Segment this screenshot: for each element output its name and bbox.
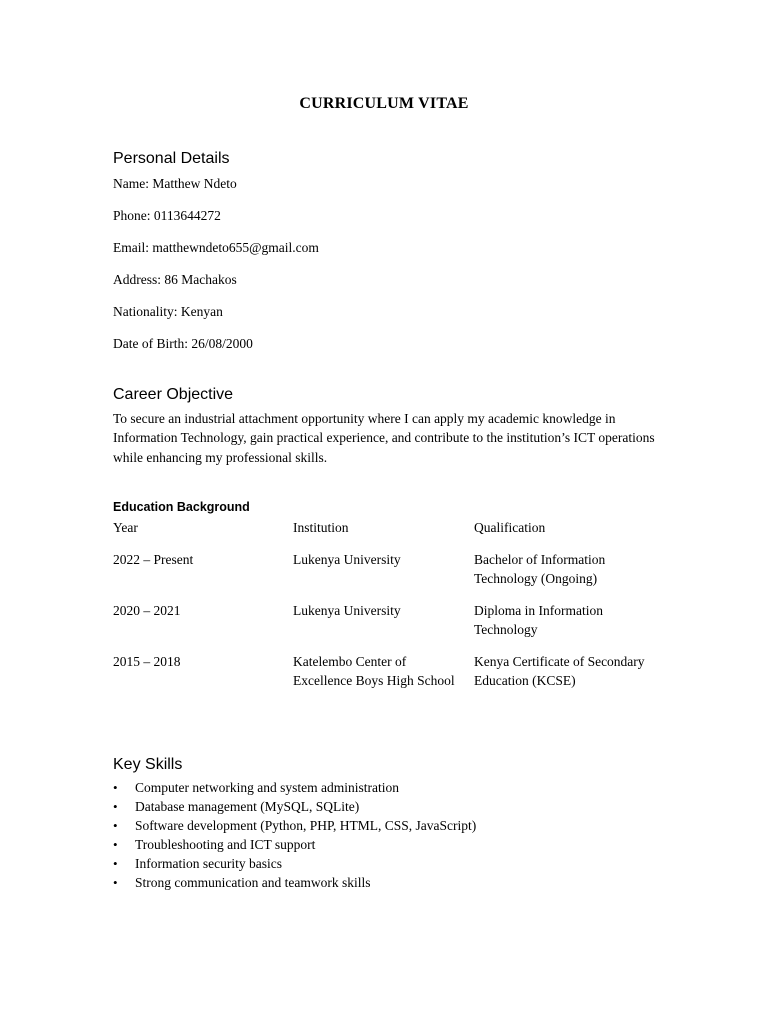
phone-line: Phone: 0113644272 [113, 208, 221, 223]
bullet-icon: • [113, 837, 118, 852]
document-title: CURRICULUM VITAE [299, 95, 469, 112]
key-skills-list [113, 778, 476, 892]
skill-item [113, 816, 476, 835]
address-line: Address: 86 Machakos [113, 272, 237, 287]
education-row-3-institution: Katelembo Center of Excellence Boys High School [293, 654, 455, 689]
bullet-icon: • [113, 875, 118, 890]
education-row-2-year: 2020 – 2021 [113, 603, 181, 618]
education-column-header-year: Year [113, 520, 138, 535]
nationality-line: Nationality: Kenyan [113, 304, 223, 319]
skill-item [113, 873, 476, 892]
education-row-3-year: 2015 – 2018 [113, 654, 181, 669]
bullet-icon: • [113, 780, 118, 795]
skill-text: Software development (Python, PHP, HTML, CSS, JavaScript) [135, 818, 477, 833]
education-column-header-institution: Institution [293, 520, 349, 535]
bullet-icon: • [113, 856, 118, 871]
education-row-1-qualification: Bachelor of Information Technology (Ongoing) [474, 552, 606, 587]
skill-item [113, 835, 476, 854]
bullet-icon: • [113, 818, 118, 833]
education-heading: Education Background [113, 500, 250, 514]
skill-item [113, 797, 476, 816]
email-line: Email: matthewndeto655@gmail.com [113, 240, 319, 255]
skill-item [113, 854, 476, 873]
education-row-3-qualification: Kenya Certificate of Secondary Education (KCSE) [474, 654, 645, 689]
skill-text: Troubleshooting and ICT support [135, 837, 316, 852]
career-objective-heading: Career Objective [113, 386, 234, 403]
key-skills-heading: Key Skills [113, 756, 183, 773]
education-row-2-institution: Lukenya University [293, 603, 401, 618]
education-row-1-institution: Lukenya University [293, 552, 401, 567]
skill-text: Database management (MySQL, SQLite) [135, 799, 360, 814]
personal-details-heading: Personal Details [113, 150, 230, 167]
education-row-1-year: 2022 – Present [113, 552, 194, 567]
skill-text: Strong communication and teamwork skills [135, 875, 371, 890]
name-line: Name: Matthew Ndeto [113, 176, 237, 191]
bullet-icon: • [113, 799, 118, 814]
skill-item [113, 778, 476, 797]
education-column-header-qualification: Qualification [474, 520, 546, 535]
skill-text: Computer networking and system administration [135, 780, 399, 795]
career-objective-text: To secure an industrial attachment opportunity where I can apply my academic knowledge in Information Technology, gain practical experience, and contribute to the institution’s ICT operations while enhancing my professional skills. [113, 411, 655, 465]
dob-line: Date of Birth: 26/08/2000 [113, 336, 253, 351]
skill-text: Information security basics [135, 856, 282, 871]
education-row-2-qualification: Diploma in Information Technology [474, 603, 603, 638]
